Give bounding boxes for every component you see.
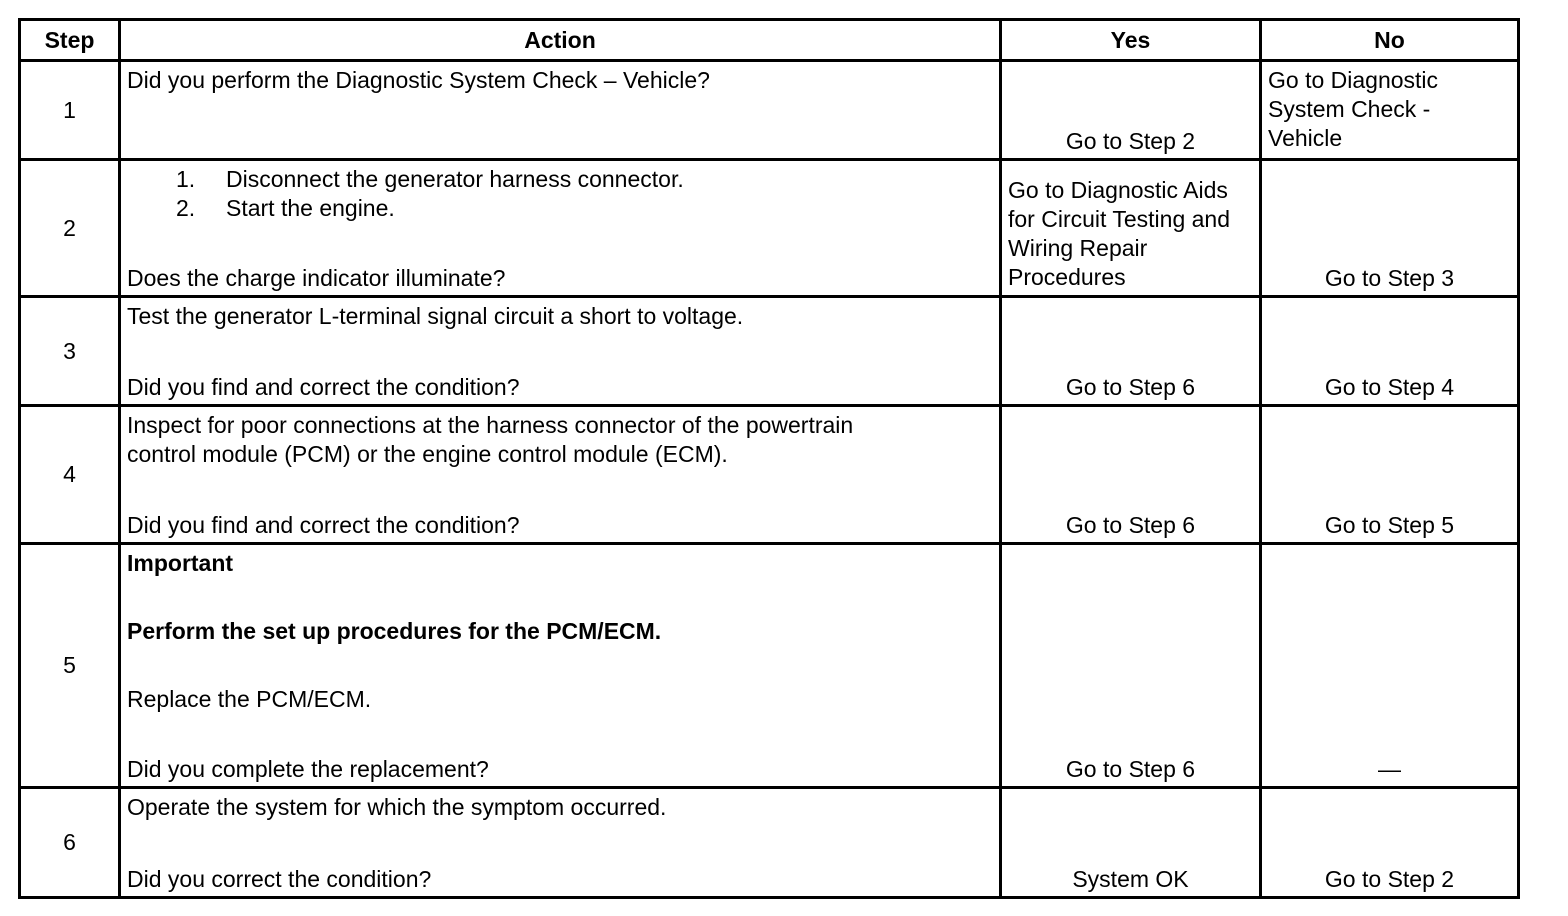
question-text: Does the charge indicator illuminate? xyxy=(127,265,506,291)
header-action: Action xyxy=(121,21,1002,59)
no-cell xyxy=(1262,298,1517,404)
step-number: 5 xyxy=(63,652,76,678)
table-row xyxy=(21,62,1517,161)
table-header-row xyxy=(21,21,1517,62)
action-cell xyxy=(121,62,1002,158)
question-text: Did you find and correct the condition? xyxy=(127,512,520,538)
yes-text: Go to Step 2 xyxy=(1065,128,1196,154)
step-number: 3 xyxy=(63,337,76,364)
yes-cell xyxy=(1002,789,1262,896)
yes-text: System OK xyxy=(1072,866,1189,892)
no-cell xyxy=(1262,62,1517,158)
no-text: Go to Step 5 xyxy=(1324,512,1455,538)
no-text: Go to Step 2 xyxy=(1324,866,1455,892)
yes-cell xyxy=(1002,298,1262,404)
no-text: Go to Step 3 xyxy=(1324,265,1455,291)
step-number: 1 xyxy=(63,96,76,123)
yes-cell xyxy=(1002,161,1262,295)
yes-text: Go to Step 6 xyxy=(1065,374,1196,400)
step-cell xyxy=(21,545,121,786)
table-row xyxy=(21,407,1517,545)
step-cell xyxy=(21,407,121,542)
yes-cell xyxy=(1002,407,1262,542)
yes-text: Go to Diagnostic Aids for Circuit Testing and Wiring Repair Procedures xyxy=(1008,177,1231,290)
table-row xyxy=(21,161,1517,298)
yes-text: Go to Step 6 xyxy=(1065,756,1196,782)
action-cell xyxy=(121,789,1002,896)
yes-text: Go to Step 6 xyxy=(1065,512,1196,538)
step-cell xyxy=(21,789,121,896)
header-step: Step xyxy=(21,21,121,59)
action-text: Replace the PCM/ECM. xyxy=(127,686,372,712)
action-text: Operate the system for which the symptom occurred. xyxy=(127,794,667,820)
step-number: 2 xyxy=(63,214,76,241)
no-cell xyxy=(1262,789,1517,896)
no-text: Go to Diagnostic System Check - Vehicle xyxy=(1268,67,1439,151)
action-cell xyxy=(121,161,1002,295)
list-text: Start the engine. xyxy=(226,195,395,221)
list-number: 2. xyxy=(176,195,196,221)
question-text: Did you correct the condition? xyxy=(127,866,432,892)
table-row xyxy=(21,298,1517,407)
step-number: 6 xyxy=(63,829,76,855)
header-no: No xyxy=(1374,27,1405,53)
yes-cell xyxy=(1002,545,1262,786)
list-number: 1. xyxy=(176,166,196,192)
no-cell xyxy=(1262,407,1517,542)
action-text: Inspect for poor connections at the harness connector of the powertrain control module (PCM) or the engine control module (ECM). xyxy=(127,412,854,467)
no-cell xyxy=(1262,545,1517,786)
step-cell xyxy=(21,161,121,295)
step-cell xyxy=(21,298,121,404)
list-text: Disconnect the generator harness connector. xyxy=(226,166,684,192)
diagnostic-table xyxy=(18,18,1520,899)
no-text: Go to Step 4 xyxy=(1324,374,1455,400)
action-cell xyxy=(121,298,1002,404)
no-text: — xyxy=(1378,756,1401,782)
important-label: Important xyxy=(127,550,234,576)
question-text: Did you complete the replacement? xyxy=(127,756,489,782)
action-text: Test the generator L-terminal signal circuit a short to voltage. xyxy=(127,303,744,329)
no-cell xyxy=(1262,161,1517,295)
step-cell xyxy=(21,62,121,158)
action-cell xyxy=(121,407,1002,542)
header-yes: Yes xyxy=(1002,21,1262,59)
action-text: Did you perform the Diagnostic System Check – Vehicle? xyxy=(127,67,710,93)
important-text: Perform the set up procedures for the PCM/ECM. xyxy=(127,618,662,644)
table-row xyxy=(21,545,1517,789)
question-text: Did you find and correct the condition? xyxy=(127,374,520,400)
step-number: 4 xyxy=(63,461,76,487)
action-cell xyxy=(121,545,1002,786)
yes-cell xyxy=(1002,62,1262,158)
table-row xyxy=(21,789,1517,896)
